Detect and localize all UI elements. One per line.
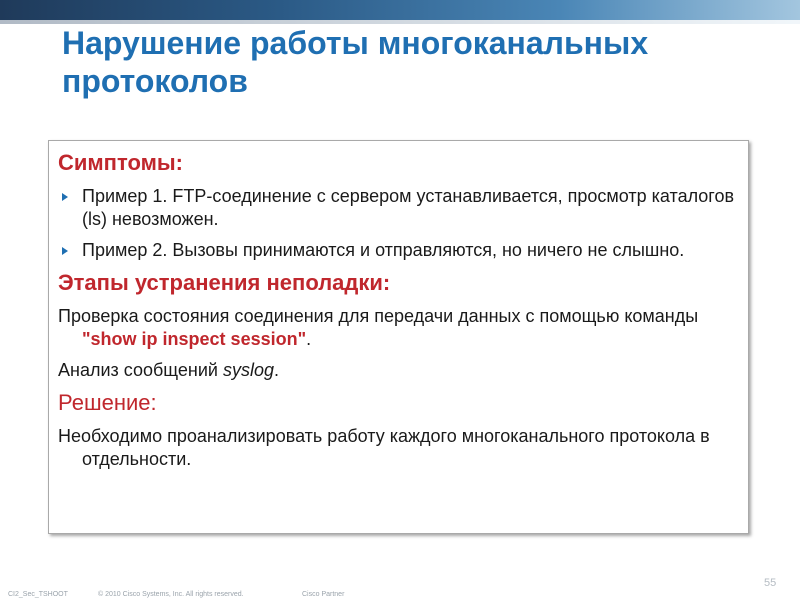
step-2-syslog: syslog — [222, 360, 275, 380]
header-bar — [0, 0, 800, 20]
step-1 — [58, 305, 742, 351]
bullet-example-2 — [58, 239, 742, 262]
example-1-text: Пример 1. FTP-соединение с сервером устанавливается, просмотр каталогов (ls) невозможен. — [82, 186, 735, 229]
solution-text: Необходимо проанализировать работу каждого многоканального протокола в отдельности. — [58, 426, 710, 469]
section-heading-solution: Решение: — [58, 390, 157, 415]
step-1-command: "show ip inspect session" — [82, 329, 307, 349]
page-number: 55 — [764, 577, 777, 589]
footer-classification: Cisco Partner — [302, 591, 345, 598]
footer-course: CI2_Sec_TSHOOT — [8, 591, 68, 598]
step-2-text: Анализ сообщений — [58, 360, 223, 380]
section-heading-symptoms: Симптомы: — [58, 150, 183, 175]
footer — [0, 591, 800, 600]
bullet-example-1 — [58, 185, 742, 231]
step-2 — [58, 359, 742, 382]
section-heading-steps: Этапы устранения неполадки: — [58, 270, 391, 295]
slide-content — [58, 150, 742, 479]
step-2-end: . — [274, 360, 280, 380]
bullet-triangle-icon — [62, 193, 68, 201]
step-1-end: . — [306, 329, 312, 349]
example-2-text: Пример 2. Вызовы принимаются и отправляются, но ничего не слышно. — [82, 240, 685, 260]
step-1-text: Проверка состояния соединения для передачи данных с помощью команды — [58, 306, 699, 326]
slide-title: Нарушение работы многоканальных протоколов — [62, 25, 649, 99]
bullet-triangle-icon — [62, 247, 68, 255]
footer-copyright: © 2010 Cisco Systems, Inc. All rights reserved. — [98, 591, 244, 598]
